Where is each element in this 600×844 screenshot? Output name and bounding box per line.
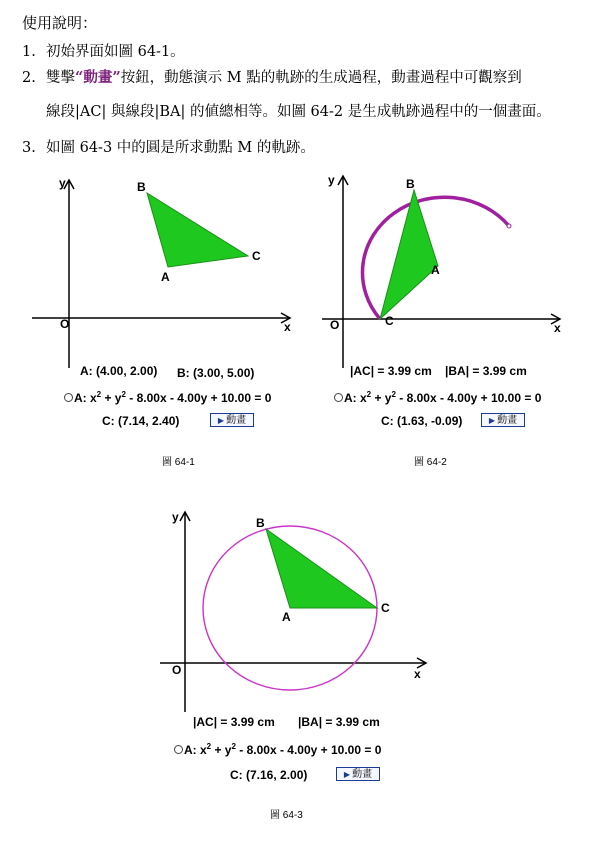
x-axis-label: x: [554, 321, 561, 335]
circle-equation: A: $x^2 + y^2 - 8.00x - 4.00y + 10.00 = 0$: [174, 742, 381, 757]
step-number: 3.: [22, 140, 36, 156]
figure-caption: 圖 64-3: [270, 810, 303, 821]
coord-c: C: (7.14, 2.40): [102, 414, 180, 428]
coord-c: C: (1.63, -0.09): [381, 414, 463, 428]
x-axis-label: x: [414, 667, 421, 681]
origin-label: O: [172, 663, 182, 677]
animate-button[interactable]: ▶ 動畫: [481, 413, 525, 427]
play-icon: ▶: [217, 416, 225, 425]
x-axis-label: x: [284, 320, 291, 334]
play-icon: ▶: [343, 770, 351, 779]
point-b-label: B: [406, 177, 415, 191]
measure-ba: |BA| = 3.99 cm: [298, 715, 380, 729]
play-icon: ▶: [488, 416, 496, 425]
coord-a: A: (4.00, 2.00): [80, 364, 158, 378]
y-axis-label: y: [328, 173, 335, 187]
coord-c: C: (7.16, 2.00): [230, 768, 308, 782]
step-2-line2: 線段|AC| 與線段|BA| 的値總相等。如圖 64-2 是生成軌跡過程中的一個畫面。: [46, 104, 551, 120]
measure-ac: |AC| = 3.99 cm: [350, 364, 432, 378]
point-b-label: B: [256, 516, 265, 530]
point-c-label: C: [385, 314, 394, 328]
point-c-label: C: [252, 249, 261, 263]
figure-caption: 圖 64-2: [414, 457, 447, 468]
measure-ba: |BA| = 3.99 cm: [445, 364, 527, 378]
step-text-post: 按鈕，動態演示 M 點的軌跡的生成過程，動畫過程中可觀察到: [120, 70, 522, 86]
step-number: 1.: [22, 44, 36, 60]
y-axis-label: y: [59, 176, 66, 190]
point-a-label: A: [282, 610, 291, 624]
figure-caption: 圖 64-1: [162, 457, 195, 468]
point-a-label: A: [161, 270, 170, 284]
step-text: 初始界面如圖 64-1。: [46, 44, 185, 60]
point-c-label: C: [381, 601, 390, 615]
point-a-label: A: [431, 263, 440, 277]
instructions-heading: 使用說明：: [22, 14, 98, 32]
animate-button[interactable]: ▶ 動畫: [336, 767, 380, 781]
origin-label: O: [60, 317, 70, 331]
triangle-abc: [266, 529, 377, 608]
origin-label: O: [330, 318, 340, 332]
step-text-pre: 雙擊: [46, 70, 75, 86]
circle-equation: A: $x^2 + y^2 - 8.00x - 4.00y + 10.00 = 0$: [334, 390, 541, 405]
step-number: 2.: [22, 70, 36, 86]
step-keyword: “動畫”: [75, 69, 121, 86]
coord-b: B: (3.00, 5.00): [177, 366, 255, 380]
measure-ac: |AC| = 3.99 cm: [193, 715, 275, 729]
animate-button[interactable]: ▶ 動畫: [210, 413, 254, 427]
point-b-label: B: [137, 180, 146, 194]
step-text: 如圖 64-3 中的圓是所求動點 M 的軌跡。: [46, 140, 315, 156]
y-axis-label: y: [172, 510, 179, 524]
radio-icon: [174, 745, 183, 754]
circle-equation: A: $x^2 + y^2 - 8.00x - 4.00y + 10.00 = 0$: [64, 390, 271, 405]
